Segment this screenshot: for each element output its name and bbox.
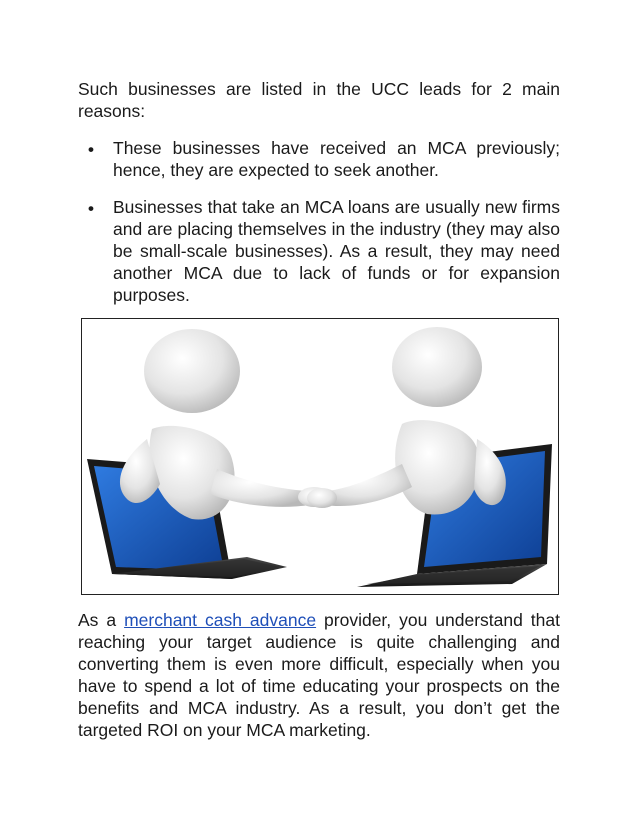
intro-paragraph: Such businesses are listed in the UCC leads for 2 main reasons: [78, 79, 560, 121]
merchant-cash-advance-link[interactable]: merchant cash advance [124, 610, 317, 630]
bullet-text: These businesses have received an MCA previously; hence, they are expected to seek another. [113, 138, 560, 180]
bullet-item [88, 196, 560, 306]
left-figure [120, 329, 330, 520]
outro-prefix: As a [78, 610, 125, 630]
right-figure [307, 327, 506, 515]
handshake-laptops-image [82, 319, 558, 594]
outro-paragraph [78, 609, 560, 741]
bullet-text: Businesses that take an MCA loans are usually new firms and are placing themselves in the industry (they may also be small-scale businesses). As a result, they may need another MCA due to lack of funds or for expansion purposes. [113, 197, 560, 305]
handshake-illustration [81, 318, 559, 595]
bullet-marker: • [88, 199, 94, 218]
outro-suffix: provider, you understand that reaching your target audience is quite challenging and converting them is even more difficult, especially when you have to spend a lot of time educating your prospects on the benefits and MCA industry. As a result, you don’t get the targeted ROI on your MCA marketing. [78, 610, 560, 740]
bullet-marker: • [88, 140, 94, 159]
bullet-item [88, 137, 560, 181]
